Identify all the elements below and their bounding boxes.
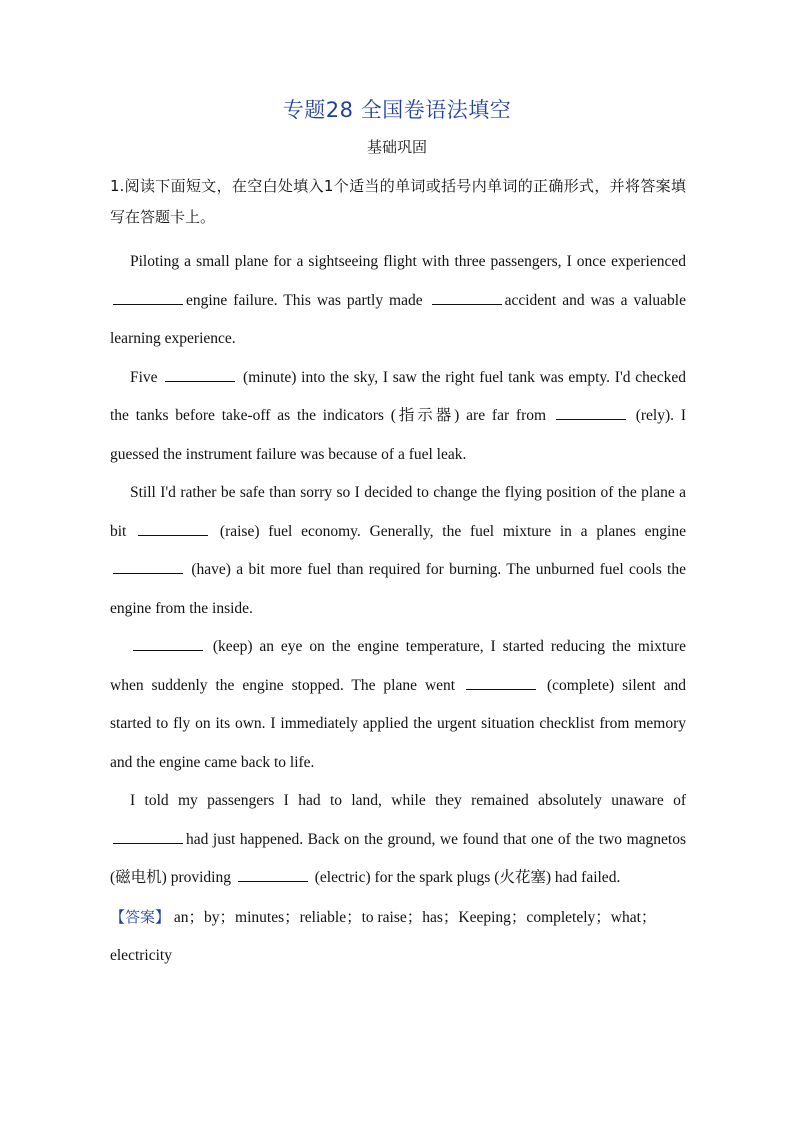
text-segment: Five <box>130 368 163 386</box>
question-body <box>110 171 686 976</box>
passage-paragraph <box>110 243 686 359</box>
answer-blank[interactable] <box>466 675 536 690</box>
answer-blank[interactable] <box>165 367 235 382</box>
answer-label: 【答案】 <box>110 907 171 926</box>
text-segment: (minute) into the sky, I saw the right fuel tank was empty. I'd checked the tanks before take-off as the indicators (指示器) are far from <box>110 368 686 424</box>
text-segment: Still I'd rather be safe than sorry so I decided to change the flying position of the plane a bit <box>110 484 686 540</box>
text-segment: (electric) for the spark plugs (火花塞) had failed. <box>310 869 621 886</box>
answer-blank[interactable] <box>113 290 183 305</box>
passage-paragraph <box>110 474 686 628</box>
passage-paragraph <box>110 359 686 475</box>
text-segment: engine failure. This was partly made <box>186 291 429 309</box>
answer-blank[interactable] <box>113 829 183 844</box>
text-segment: (have) a bit more fuel than required for burning. The unburned fuel cools the engine from the inside. <box>110 561 686 617</box>
text-segment: accident and was a valuable learning experience. <box>110 291 686 347</box>
text-segment: Piloting a small plane for a sightseeing flight with three passengers, I once experienced <box>130 253 686 270</box>
text-segment: (raise) fuel economy. Generally, the fuel mixture in a planes engine <box>211 522 686 540</box>
text-segment: had just happened. Back on the ground, we found that one of the two magnetos (磁电机) providing <box>110 830 686 886</box>
answer-blank[interactable] <box>113 559 183 574</box>
question-instruction: 1.阅读下面短文，在空白处填入1个适当的单词或括号内单词的正确形式，并将答案填写在答题卡上。 <box>110 177 686 226</box>
text-segment: (complete) silent and started to fly on its own. I immediately applied the urgent situation checklist from memory and the engine came back to life. <box>110 676 687 771</box>
section-subtitle: 基础巩固 <box>366 138 427 156</box>
answer-blank[interactable] <box>133 636 203 651</box>
text-segment: (keep) an eye on the engine temperature, I started reducing the mixture when suddenly the engine stopped. The plane went <box>110 638 686 694</box>
answer-blank[interactable] <box>138 521 208 536</box>
passage-paragraph <box>110 782 686 898</box>
answer-text: an；by；minutes；reliable；to raise；has；Keeping；completely；what；electricity <box>110 908 657 964</box>
text-segment: I told my passengers I had to land, while they remained absolutely unaware of <box>130 792 686 809</box>
passage-paragraph <box>110 628 686 782</box>
page-title: 专题28 全国卷语法填空 <box>282 98 512 122</box>
text-segment: (rely). I guessed the instrument failure was because of a fuel leak. <box>110 407 686 463</box>
answer-blank[interactable] <box>556 405 626 420</box>
answer-blank[interactable] <box>432 290 502 305</box>
answer-line <box>110 898 686 976</box>
answer-blank[interactable] <box>238 867 308 882</box>
